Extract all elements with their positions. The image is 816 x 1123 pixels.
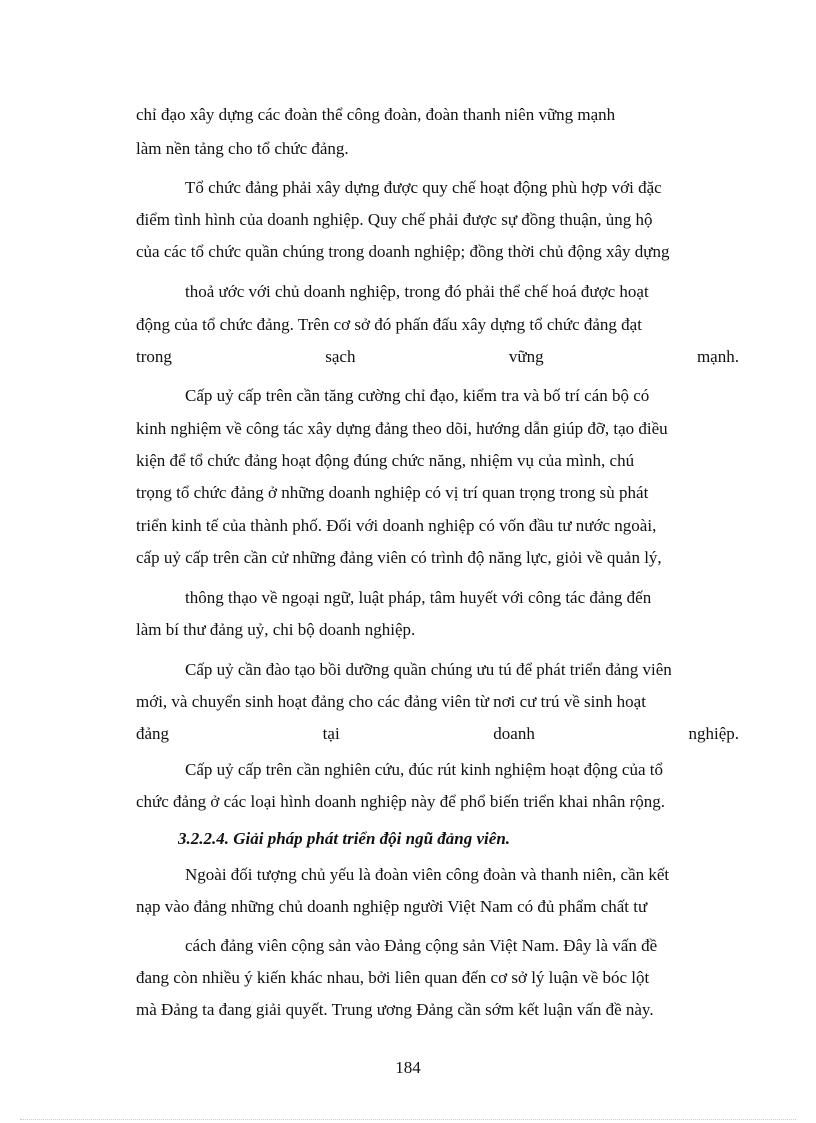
word: sạch	[325, 347, 356, 366]
text-line: trọng tổ chức đảng ở những doanh nghiệp có vị trí quan trọng trong sù phát	[136, 483, 649, 502]
justified-line	[136, 347, 739, 367]
page-number: 184	[395, 1058, 421, 1077]
text-line: chức đảng ở các loại hình doanh nghiệp này để phổ biến triển khai nhân rộng.	[136, 792, 665, 811]
text-line: đang còn nhiều ý kiến khác nhau, bởi liên quan đến cơ sở lý luận về bóc lột	[136, 968, 650, 987]
paragraph-start-line: Cấp uỷ cấp trên cần tăng cường chỉ đạo, kiểm tra và bố trí cán bộ có	[185, 386, 650, 405]
text-line: kinh nghiệm về công tác xây dựng đảng theo dõi, hướng dẫn giúp đỡ, tạo điều	[136, 419, 668, 438]
text-line: của các tổ chức quần chúng trong doanh nghiệp; đồng thời chủ động xây dựng	[136, 242, 670, 261]
text-line: thông thạo về ngoại ngữ, luật pháp, tâm huyết với công tác đảng đến	[185, 588, 652, 607]
word: mạnh.	[696, 347, 739, 366]
text-line: làm nền tảng cho tổ chức đảng.	[136, 139, 349, 158]
paragraph-start-line: Tổ chức đảng phải xây dựng được quy chế hoạt động phù hợp với đặc	[185, 178, 662, 197]
text-line: mà Đảng ta đang giải quyết. Trung ương Đảng cần sớm kết luận vấn đề này.	[136, 1000, 654, 1019]
text-line: nạp vào đảng những chủ doanh nghiệp người Việt Nam có đủ phẩm chất tư	[136, 897, 648, 916]
word: đảng	[136, 724, 170, 743]
text-line: chỉ đạo xây dựng các đoàn thể công đoàn, đoàn thanh niên vững mạnh	[136, 105, 616, 124]
page-bottom-border	[20, 1119, 796, 1120]
text-line: mới, và chuyển sinh hoạt đảng cho các đảng viên từ nơi cư trú về sinh hoạt	[136, 692, 646, 711]
text-line: làm bí thư đảng uỷ, chi bộ doanh nghiệp.	[136, 620, 416, 639]
text-line: kiện để tổ chức đảng hoạt động đúng chức năng, nhiệm vụ của mình, chú	[136, 451, 635, 470]
justified-line	[136, 724, 739, 744]
text-line: điểm tình hình của doanh nghiệp. Quy chế phải được sự đồng thuận, ủng hộ	[136, 210, 653, 229]
section-heading: 3.2.2.4. Giải pháp phát triển đội ngũ đảng viên.	[178, 829, 511, 848]
paragraph-start-line: Ngoài đối tượng chủ yếu là đoàn viên công đoàn và thanh niên, cần kết	[185, 865, 670, 884]
paragraph-start-line: Cấp uỷ cần đào tạo bồi dưỡng quần chúng ưu tú để phát triển đảng viên	[185, 660, 672, 679]
word: trong	[136, 347, 172, 366]
text-line: thoả ước với chủ doanh nghiệp, trong đó phải thể chế hoá được hoạt	[185, 282, 649, 301]
text-line: cấp uỷ cấp trên cần cử những đảng viên có trình độ năng lực, giỏi về quản lý,	[136, 548, 662, 567]
word: tại	[322, 724, 340, 743]
text-line: động của tổ chức đảng. Trên cơ sở đó phấn đấu xây dựng tổ chức đảng đạt	[136, 315, 642, 334]
paragraph-start-line: Cấp uỷ cấp trên cần nghiên cứu, đúc rút kinh nghiệm hoạt động của tổ	[185, 760, 664, 779]
text-line: cách đảng viên cộng sản vào Đảng cộng sản Việt Nam. Đây là vấn đề	[185, 936, 658, 955]
word: vững	[508, 347, 544, 366]
text-line: triển kinh tế của thành phố. Đối với doanh nghiệp có vốn đầu tư nước ngoài,	[136, 516, 657, 535]
word: nghiệp.	[688, 724, 739, 743]
word: doanh	[493, 724, 535, 743]
